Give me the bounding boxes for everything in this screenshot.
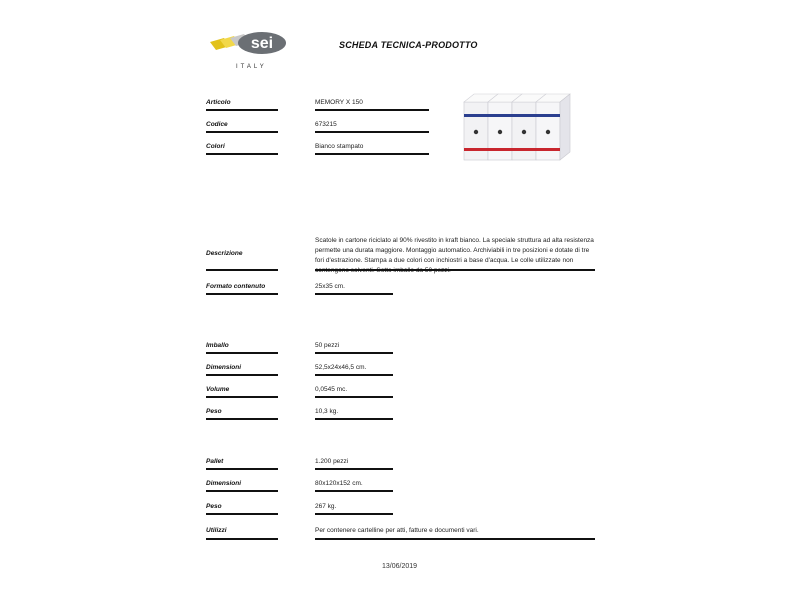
page-title: SCHEDA TECNICA-PRODOTTO <box>339 40 478 50</box>
formato-label-rule <box>206 293 278 295</box>
footer-date: 13/06/2019 <box>382 563 418 570</box>
imballo-value-rule <box>315 352 393 354</box>
imballo-label: Imballo <box>206 342 229 349</box>
descrizione-value-rule <box>315 269 595 271</box>
pallet-dimensioni-value-rule <box>315 490 393 492</box>
volume-label-rule <box>206 396 278 398</box>
peso-value: 10,3 kg. <box>315 408 339 415</box>
volume-value-rule <box>315 396 393 398</box>
dimensioni-label: Dimensioni <box>206 364 242 371</box>
product-image <box>462 92 574 166</box>
utilizzi-value: Per contenere cartelline per atti, fatture e documenti vari. <box>315 527 479 534</box>
articolo-label: Articolo <box>206 99 231 106</box>
peso-label-rule <box>206 418 278 420</box>
pallet-value-rule <box>315 468 393 470</box>
peso-label: Peso <box>206 408 222 415</box>
imballo-value: 50 pezzi <box>315 342 340 349</box>
descrizione-label-rule <box>206 269 278 271</box>
box-stack <box>464 94 570 160</box>
formato-value: 25x35 cm. <box>315 283 345 290</box>
logo-subtitle: ITALY <box>236 64 267 70</box>
pallet-peso-value: 267 kg. <box>315 503 337 510</box>
articolo-label-rule <box>206 109 278 111</box>
volume-value: 0,0545 mc. <box>315 386 348 393</box>
codice-value: 673215 <box>315 121 337 128</box>
pallet-value: 1.200 pezzi <box>315 458 349 465</box>
pallet-dimensioni-label-rule <box>206 490 278 492</box>
descrizione-value: Scatole in cartone riciclato al 90% rivestito in kraft bianco. La speciale struttura ad alta resistenza permette una durata maggiore. Montaggio automatico. Archiviabili in tre posizioni e dotate di tre fori d'estrazione. Stampa a due colori con inchiostri a base d'acqua. Le colle utilizzate non <box>315 237 594 264</box>
articolo-value: MEMORY X 150 <box>315 99 363 106</box>
articolo-value-rule <box>315 109 429 111</box>
colori-label: Colori <box>206 143 225 150</box>
imballo-label-rule <box>206 352 278 354</box>
pallet-label: Pallet <box>206 458 224 465</box>
dimensioni-value: 52,5x24x46,5 cm. <box>315 364 367 371</box>
pallet-peso-label: Peso <box>206 503 222 510</box>
volume-label: Volume <box>206 386 230 393</box>
pallet-peso-value-rule <box>315 513 393 515</box>
pallet-peso-label-rule <box>206 513 278 515</box>
colori-value-rule <box>315 153 429 155</box>
codice-label: Codice <box>206 121 228 128</box>
codice-value-rule <box>315 131 429 133</box>
pallet-label-rule <box>206 468 278 470</box>
logo-text: sei <box>250 35 274 52</box>
pallet-dimensioni-label: Dimensioni <box>206 480 242 487</box>
pallet-dimensioni-value: 80x120x152 cm. <box>315 480 363 487</box>
utilizzi-value-rule <box>315 538 595 540</box>
dimensioni-value-rule <box>315 374 393 376</box>
colori-label-rule <box>206 153 278 155</box>
formato-value-rule <box>315 293 393 295</box>
colori-value: Bianco stampato <box>315 143 364 150</box>
formato-label: Formato contenuto <box>206 283 266 290</box>
utilizzi-label-rule <box>206 538 278 540</box>
descrizione-label: Descrizione <box>206 250 243 257</box>
peso-value-rule <box>315 418 393 420</box>
utilizzi-label: Utilizzi <box>206 527 227 534</box>
dimensioni-label-rule <box>206 374 278 376</box>
codice-label-rule <box>206 131 278 133</box>
